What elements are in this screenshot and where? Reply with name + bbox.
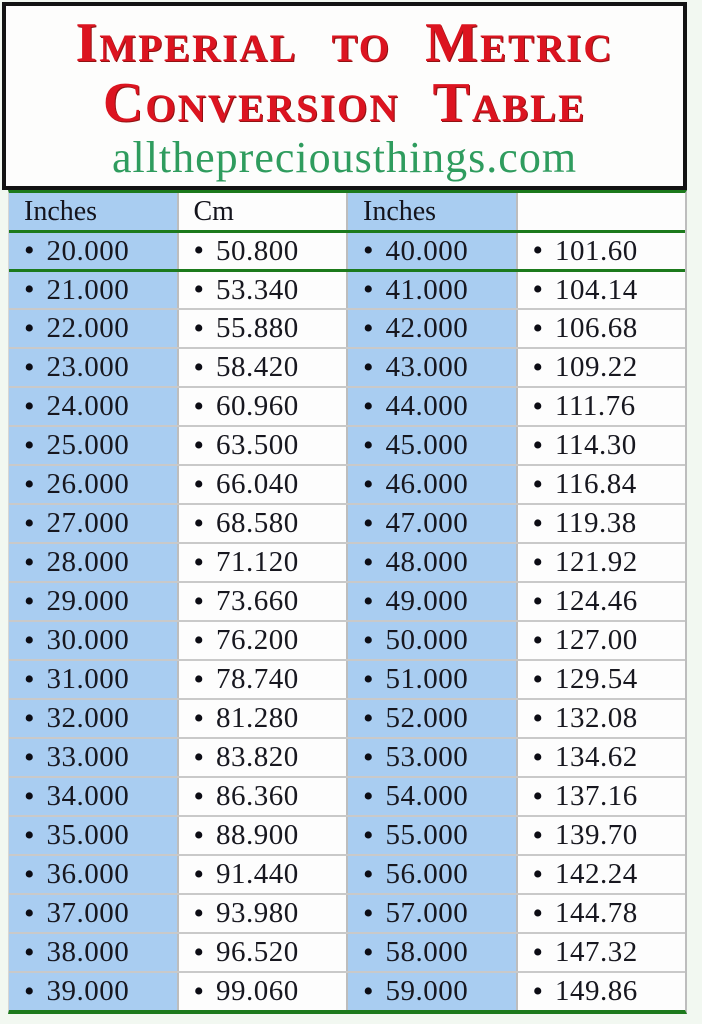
bullet-icon: • (193, 662, 205, 696)
cell-cm-left (179, 934, 349, 971)
cm-left-value: 81.280 (216, 702, 299, 734)
cell-cm-left (179, 856, 349, 893)
cell-inches-right (348, 583, 518, 620)
inches-left-value: 27.000 (46, 507, 130, 539)
cell-inches-left (9, 583, 179, 620)
inches-right-value: 56.000 (385, 858, 469, 890)
inches-right-value: 40.000 (385, 234, 469, 267)
cell-cm-right (518, 973, 686, 1010)
bullet-icon: • (363, 350, 374, 384)
cm-left-value: 53.340 (216, 273, 299, 306)
bullet-icon: • (532, 389, 544, 423)
bullet-icon: • (193, 974, 205, 1008)
table-header-row (9, 193, 685, 230)
cm-left-value: 55.880 (216, 312, 299, 344)
bullet-icon: • (24, 273, 35, 306)
bullet-icon: • (363, 740, 374, 774)
bullet-icon: • (532, 623, 544, 657)
bullet-icon: • (532, 584, 544, 618)
bullet-icon: • (363, 935, 374, 969)
bullet-icon: • (532, 701, 544, 735)
inches-right-value: 58.000 (385, 936, 469, 968)
cm-left-value: 68.580 (216, 507, 299, 539)
cell-cm-right (518, 388, 686, 425)
table-row (9, 971, 685, 1010)
cell-inches-right (348, 233, 518, 269)
table-row (9, 425, 685, 464)
cell-cm-left (179, 895, 349, 932)
bullet-icon: • (363, 584, 374, 618)
bullet-icon: • (193, 740, 205, 774)
bullet-icon: • (193, 701, 205, 735)
cm-right-value: 142.24 (555, 858, 638, 890)
cm-left-value: 50.800 (216, 234, 299, 267)
bullet-icon: • (24, 740, 35, 774)
bullet-icon: • (532, 506, 544, 540)
inches-right-value: 49.000 (385, 585, 469, 617)
cell-inches-left (9, 856, 179, 893)
bullet-icon: • (193, 818, 205, 852)
header-cell-inches-right (348, 193, 518, 230)
cell-inches-right (348, 505, 518, 542)
cell-cm-right (518, 233, 686, 269)
cell-cm-left (179, 505, 349, 542)
cell-cm-left (179, 544, 349, 581)
bullet-icon: • (532, 896, 544, 930)
cm-right-value: 147.32 (555, 936, 638, 968)
cell-cm-right (518, 700, 686, 737)
cm-right-value: 119.38 (555, 507, 637, 539)
table-row (9, 230, 685, 269)
cell-cm-left (179, 349, 349, 386)
cell-cm-left (179, 622, 349, 659)
bullet-icon: • (532, 818, 544, 852)
cell-inches-right (348, 739, 518, 776)
inches-left-value: 39.000 (46, 975, 130, 1007)
column-header-label: Inches (363, 195, 437, 227)
bullet-icon: • (532, 935, 544, 969)
inches-right-value: 53.000 (385, 741, 469, 773)
cell-cm-right (518, 349, 686, 386)
cell-inches-right (348, 349, 518, 386)
cell-cm-left (179, 661, 349, 698)
table-row (9, 620, 685, 659)
cell-inches-left (9, 934, 179, 971)
bullet-icon: • (193, 506, 205, 540)
header-cell-cm-left (179, 193, 349, 230)
inches-right-value: 57.000 (385, 897, 469, 929)
cell-inches-right (348, 544, 518, 581)
bullet-icon: • (24, 545, 35, 579)
inches-right-value: 55.000 (385, 819, 469, 851)
inches-left-value: 21.000 (46, 273, 130, 306)
inches-right-value: 45.000 (385, 429, 469, 461)
cell-inches-right (348, 856, 518, 893)
bullet-icon: • (24, 857, 35, 891)
cell-inches-left (9, 700, 179, 737)
bullet-icon: • (363, 857, 374, 891)
bullet-icon: • (363, 779, 374, 813)
bullet-icon: • (363, 311, 374, 345)
column-header-label: Inches (24, 195, 98, 227)
cell-inches-left (9, 661, 179, 698)
bullet-icon: • (532, 662, 544, 696)
bullet-icon: • (24, 974, 35, 1008)
bullet-icon: • (363, 428, 374, 462)
cell-cm-right (518, 739, 686, 776)
bullet-icon: • (532, 311, 544, 345)
bullet-icon: • (532, 234, 544, 267)
cell-inches-left (9, 739, 179, 776)
cm-right-value: 139.70 (555, 819, 638, 851)
cell-cm-left (179, 272, 349, 308)
bullet-icon: • (193, 389, 205, 423)
bullet-icon: • (363, 974, 374, 1008)
cell-inches-right (348, 817, 518, 854)
bullet-icon: • (193, 234, 205, 267)
cell-inches-right (348, 427, 518, 464)
bullet-icon: • (193, 311, 205, 345)
header-box (2, 2, 687, 190)
cell-cm-right (518, 272, 686, 308)
cm-left-value: 66.040 (216, 468, 299, 500)
cell-cm-right (518, 466, 686, 503)
header-cell-inches-left (9, 193, 179, 230)
bullet-icon: • (532, 467, 544, 501)
cm-right-value: 134.62 (555, 741, 638, 773)
cm-left-value: 73.660 (216, 585, 299, 617)
inches-right-value: 44.000 (385, 390, 469, 422)
cm-left-value: 91.440 (216, 858, 299, 890)
bullet-icon: • (24, 389, 35, 423)
bullet-icon: • (193, 273, 205, 306)
table-row (9, 581, 685, 620)
cm-right-value: 106.68 (555, 312, 638, 344)
bullet-icon: • (193, 779, 205, 813)
bullet-icon: • (24, 584, 35, 618)
inches-right-value: 51.000 (385, 663, 469, 695)
cell-inches-left (9, 466, 179, 503)
page-title-line2: Conversion Table (102, 72, 587, 134)
bullet-icon: • (193, 428, 205, 462)
cell-cm-right (518, 934, 686, 971)
table-row (9, 854, 685, 893)
bullet-icon: • (532, 779, 544, 813)
cm-left-value: 99.060 (216, 975, 299, 1007)
table-row (9, 542, 685, 581)
cell-cm-right (518, 310, 686, 347)
column-header-label: Cm (193, 195, 234, 227)
bullet-icon: • (24, 350, 35, 384)
table-row (9, 386, 685, 425)
bullet-icon: • (24, 428, 35, 462)
cell-inches-left (9, 544, 179, 581)
table-row (9, 737, 685, 776)
bullet-icon: • (363, 234, 374, 267)
cell-cm-right (518, 544, 686, 581)
bullet-icon: • (363, 506, 374, 540)
cell-cm-left (179, 817, 349, 854)
bullet-icon: • (363, 818, 374, 852)
cell-cm-left (179, 233, 349, 269)
cell-cm-left (179, 778, 349, 815)
table-row (9, 815, 685, 854)
cell-inches-right (348, 934, 518, 971)
cm-left-value: 88.900 (216, 819, 299, 851)
inches-right-value: 50.000 (385, 624, 469, 656)
cm-left-value: 78.740 (216, 663, 299, 695)
cm-right-value: 109.22 (555, 351, 638, 383)
table-row (9, 308, 685, 347)
inches-right-value: 41.000 (385, 273, 469, 306)
table-row (9, 464, 685, 503)
cm-left-value: 83.820 (216, 741, 299, 773)
cell-cm-left (179, 739, 349, 776)
bullet-icon: • (24, 779, 35, 813)
cell-inches-left (9, 778, 179, 815)
cell-inches-left (9, 349, 179, 386)
cell-inches-left (9, 895, 179, 932)
cm-right-value: 101.60 (555, 234, 638, 267)
inches-right-value: 42.000 (385, 312, 469, 344)
cm-right-value: 132.08 (555, 702, 638, 734)
table-row (9, 347, 685, 386)
cm-left-value: 71.120 (216, 546, 299, 578)
bullet-icon: • (193, 350, 205, 384)
bullet-icon: • (193, 545, 205, 579)
cell-inches-right (348, 466, 518, 503)
bullet-icon: • (363, 545, 374, 579)
inches-left-value: 31.000 (46, 663, 130, 695)
table-row (9, 269, 685, 308)
cell-cm-right (518, 661, 686, 698)
cell-inches-right (348, 388, 518, 425)
cell-cm-right (518, 427, 686, 464)
cell-cm-right (518, 505, 686, 542)
cell-inches-right (348, 272, 518, 308)
bullet-icon: • (24, 234, 35, 267)
cell-cm-left (179, 973, 349, 1010)
cell-cm-right (518, 895, 686, 932)
inches-right-value: 43.000 (385, 351, 469, 383)
cell-inches-left (9, 427, 179, 464)
bullet-icon: • (532, 974, 544, 1008)
inches-right-value: 59.000 (385, 975, 469, 1007)
table-row (9, 776, 685, 815)
inches-left-value: 26.000 (46, 468, 130, 500)
cell-inches-right (348, 622, 518, 659)
cm-right-value: 144.78 (555, 897, 638, 929)
inches-right-value: 52.000 (385, 702, 469, 734)
bullet-icon: • (193, 623, 205, 657)
inches-left-value: 22.000 (46, 312, 130, 344)
cm-right-value: 129.54 (555, 663, 638, 695)
bullet-icon: • (24, 311, 35, 345)
cell-cm-left (179, 466, 349, 503)
cell-inches-left (9, 622, 179, 659)
cm-right-value: 111.76 (555, 390, 636, 422)
cell-inches-right (348, 700, 518, 737)
table-row (9, 698, 685, 737)
cm-left-value: 60.960 (216, 390, 299, 422)
cm-left-value: 63.500 (216, 429, 299, 461)
inches-left-value: 29.000 (46, 585, 130, 617)
bullet-icon: • (24, 506, 35, 540)
bullet-icon: • (24, 623, 35, 657)
bullet-icon: • (532, 273, 544, 306)
cell-inches-left (9, 272, 179, 308)
table-row (9, 893, 685, 932)
bullet-icon: • (363, 467, 374, 501)
bullet-icon: • (193, 935, 205, 969)
inches-left-value: 23.000 (46, 351, 130, 383)
inches-left-value: 36.000 (46, 858, 130, 890)
website-url: allthepreciousthings.com (111, 133, 578, 182)
cell-inches-right (348, 973, 518, 1010)
cell-cm-left (179, 310, 349, 347)
cm-left-value: 76.200 (216, 624, 299, 656)
cm-left-value: 96.520 (216, 936, 299, 968)
bullet-icon: • (532, 428, 544, 462)
bullet-icon: • (363, 273, 374, 306)
cm-right-value: 149.86 (555, 975, 638, 1007)
inches-left-value: 38.000 (46, 936, 130, 968)
cm-left-value: 93.980 (216, 897, 299, 929)
bullet-icon: • (363, 896, 374, 930)
bullet-icon: • (193, 584, 205, 618)
inches-right-value: 47.000 (385, 507, 469, 539)
cell-cm-left (179, 700, 349, 737)
cell-cm-right (518, 856, 686, 893)
bullet-icon: • (363, 701, 374, 735)
cell-inches-left (9, 233, 179, 269)
cell-cm-right (518, 583, 686, 620)
cm-right-value: 114.30 (555, 429, 637, 461)
inches-left-value: 24.000 (46, 390, 130, 422)
cell-inches-left (9, 310, 179, 347)
cell-inches-right (348, 778, 518, 815)
cm-right-value: 137.16 (555, 780, 638, 812)
cm-left-value: 58.420 (216, 351, 299, 383)
cm-right-value: 124.46 (555, 585, 638, 617)
bullet-icon: • (532, 857, 544, 891)
cell-inches-left (9, 388, 179, 425)
bullet-icon: • (24, 818, 35, 852)
conversion-table (8, 190, 687, 1014)
table-row (9, 932, 685, 971)
cell-cm-left (179, 427, 349, 464)
cell-inches-left (9, 817, 179, 854)
cm-right-value: 104.14 (555, 273, 638, 306)
inches-left-value: 25.000 (46, 429, 130, 461)
table-row (9, 503, 685, 542)
cm-right-value: 121.92 (555, 546, 638, 578)
cell-cm-right (518, 778, 686, 815)
inches-left-value: 32.000 (46, 702, 130, 734)
cell-inches-right (348, 310, 518, 347)
bullet-icon: • (532, 545, 544, 579)
bullet-icon: • (193, 857, 205, 891)
bullet-icon: • (532, 740, 544, 774)
bullet-icon: • (363, 623, 374, 657)
inches-left-value: 35.000 (46, 819, 130, 851)
bullet-icon: • (193, 467, 205, 501)
cm-right-value: 116.84 (555, 468, 637, 500)
bullet-icon: • (24, 467, 35, 501)
inches-left-value: 37.000 (46, 897, 130, 929)
bullet-icon: • (24, 896, 35, 930)
cell-cm-right (518, 622, 686, 659)
table-row (9, 659, 685, 698)
bullet-icon: • (193, 896, 205, 930)
inches-left-value: 33.000 (46, 741, 130, 773)
inches-left-value: 34.000 (46, 780, 130, 812)
bullet-icon: • (24, 701, 35, 735)
cell-cm-left (179, 583, 349, 620)
cell-inches-right (348, 895, 518, 932)
bullet-icon: • (363, 662, 374, 696)
cell-cm-left (179, 388, 349, 425)
cell-inches-left (9, 973, 179, 1010)
cell-inches-right (348, 661, 518, 698)
bullet-icon: • (532, 350, 544, 384)
header-cell-cm-right (518, 193, 686, 230)
inches-left-value: 30.000 (46, 624, 130, 656)
page-title-line1: Imperial to Metric (75, 12, 614, 74)
cell-inches-left (9, 505, 179, 542)
bullet-icon: • (363, 389, 374, 423)
cm-right-value: 127.00 (555, 624, 638, 656)
inches-right-value: 48.000 (385, 546, 469, 578)
cell-cm-right (518, 817, 686, 854)
bullet-icon: • (24, 662, 35, 696)
inches-right-value: 46.000 (385, 468, 469, 500)
inches-left-value: 28.000 (46, 546, 130, 578)
cm-left-value: 86.360 (216, 780, 299, 812)
inches-right-value: 54.000 (385, 780, 469, 812)
inches-left-value: 20.000 (46, 234, 130, 267)
bullet-icon: • (24, 935, 35, 969)
